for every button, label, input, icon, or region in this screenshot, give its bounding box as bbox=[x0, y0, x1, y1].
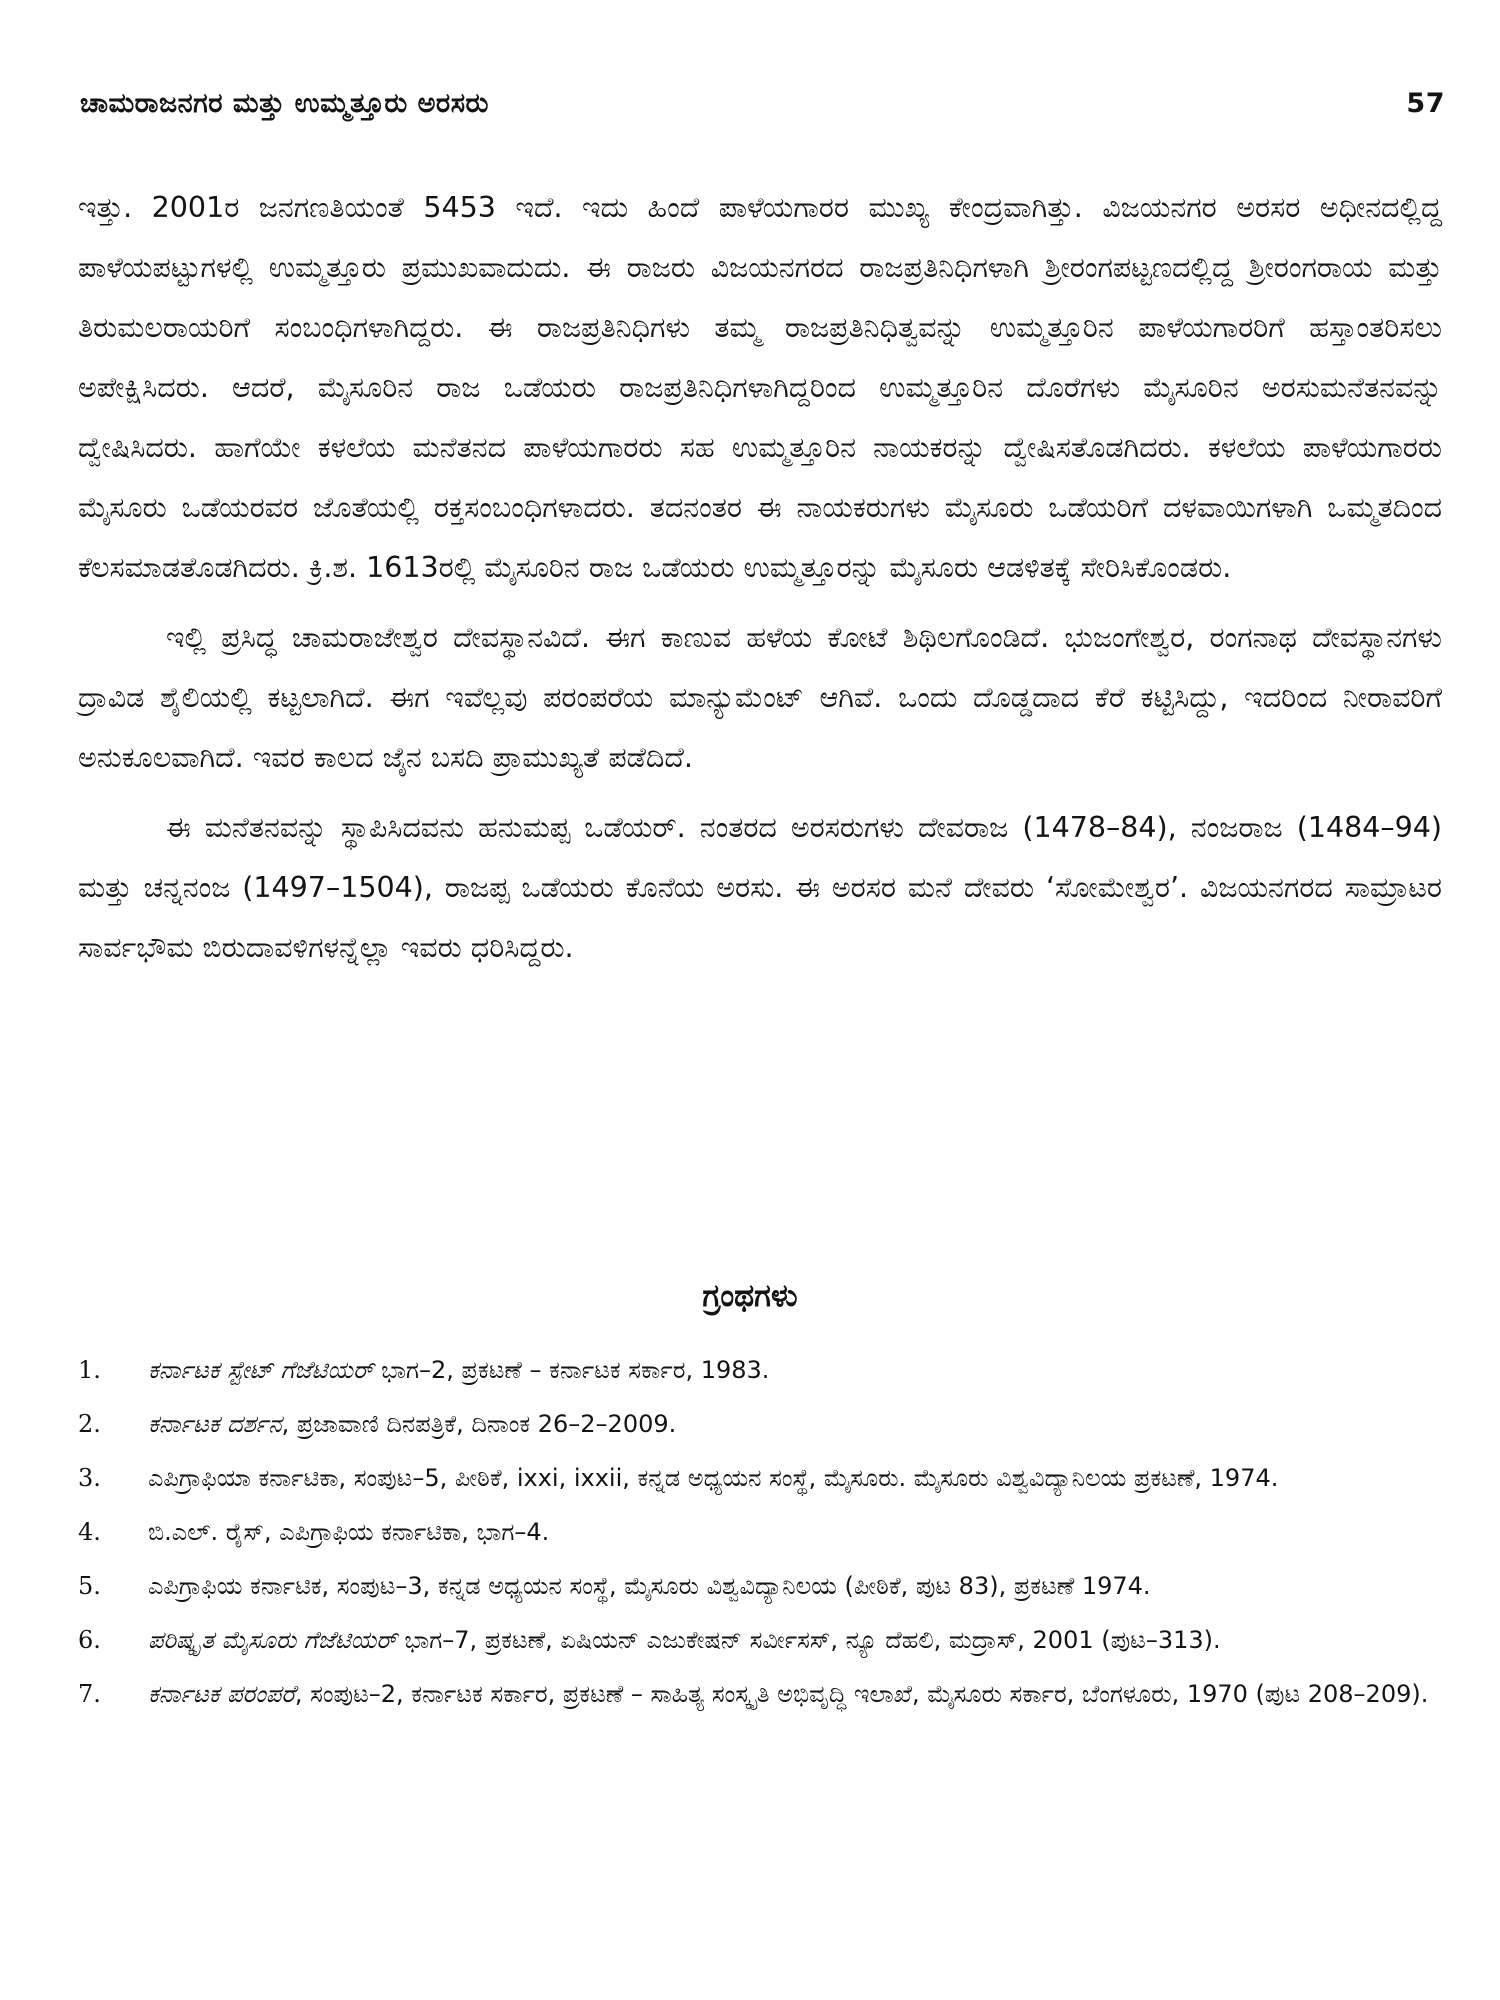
reference-text bbox=[148, 1564, 1442, 1608]
reference-number: 7. bbox=[78, 1680, 101, 1708]
reference-item bbox=[78, 1348, 1442, 1392]
reference-number: 4. bbox=[78, 1518, 101, 1546]
reference-item bbox=[78, 1402, 1442, 1446]
reference-title: ಕರ್ನಾಟಕ ದರ್ಶನ bbox=[148, 1410, 282, 1438]
reference-details: ಭಾಗ–2, ಪ್ರಕಟಣೆ – ಕರ್ನಾಟಕ ಸರ್ಕಾರ, 1983. bbox=[373, 1356, 770, 1384]
reference-number: 2. bbox=[78, 1410, 101, 1438]
reference-details: , ಸಂಪುಟ–2, ಕರ್ನಾಟಕ ಸರ್ಕಾರ, ಪ್ರಕಟಣೆ – ಸಾಹಿತ್ಯ ಸಂಸ್ಕೃತಿ ಅಭಿವೃದ್ಧಿ ಇಲಾಖೆ, ಮೈಸೂರು ಸರ್ಕಾರ, ಬೆಂಗಳೂರು, 1970 (ಪುಟ 208–209). bbox=[294, 1680, 1429, 1708]
reference-number: 5. bbox=[78, 1572, 101, 1600]
reference-title: ಕರ್ನಾಟಕ ಪರಂಪರೆ bbox=[148, 1680, 295, 1708]
reference-text bbox=[148, 1402, 1442, 1446]
reference-details: , ಪ್ರಜಾವಾಣಿ ದಿನಪತ್ರಿಕೆ, ದಿನಾಂಕ 26–2–2009. bbox=[281, 1410, 677, 1438]
paragraph-3: ಈ ಮನೆತನವನ್ನು ಸ್ಥಾಪಿಸಿದವನು ಹನುಮಪ್ಪ ಒಡೆಯರ್. ನಂತರದ ಅರಸರುಗಳು ದೇವರಾಜ (1478–84), ನಂಜರಾಜ (1484–94) ಮತ್ತು ಚನ್ನನಂಜ (1497–1504), ರಾಜಪ್ಪ ಒಡೆಯರು ಕೊನೆಯ ಅರಸು. ಈ ಅರಸರ ಮನೆ ದೇವರು ‘ಸೋಮೇಶ್ವರ’. ವಿಜಯನಗರದ ಸಾಮ್ರಾಟರ ಸಾರ್ವಭೌಮ ಬಿರುದಾವಳಿಗಳನ್ನೆಲ್ಲಾ ಇವರು ಧರಿಸಿದ್ದರು. bbox=[78, 811, 1442, 964]
reference-number: 3. bbox=[78, 1464, 101, 1492]
paragraph-1: ಇತ್ತು. 2001ರ ಜನಗಣತಿಯಂತೆ 5453 ಇದೆ. ಇದು ಹಿಂದೆ ಪಾಳೆಯಗಾರರ ಮುಖ್ಯ ಕೇಂದ್ರವಾಗಿತ್ತು. ವಿಜಯನಗರ ಅರಸರ ಅಧೀನದಲ್ಲಿದ್ದ ಪಾಳೆಯಪಟ್ಟುಗಳಲ್ಲಿ ಉಮ್ಮತ್ತೂರು ಪ್ರಮುಖವಾದುದು. ಈ ರಾಜರು ವಿಜಯನಗರದ ರಾಜಪ್ರತಿನಿಧಿಗಳಾಗಿ ಶ್ರೀರಂಗಪಟ್ಟಣದಲ್ಲಿದ್ದ ಶ್ರೀರಂಗರಾಯ ಮತ್ತು ತಿರುಮಲರಾಯರಿಗೆ ಸಂಬಂಧಿಗಳಾಗಿದ್ದರು. ಈ ರಾಜಪ್ರತಿನಿಧಿಗಳು ತಮ್ಮ ರಾಜಪ್ರತಿನಿಧಿತ್ವವನ್ನು ಉಮ್ಮತ್ತೂರಿನ ಪಾಳೆಯಗಾರರಿಗೆ ಹಸ್ತಾಂತರಿಸಲು ಅಪೇಕ್ಷಿಸಿದರು. ಆದರೆ, ಮೈಸೂರಿನ ರಾಜ ಒಡೆಯರು ರಾಜಪ್ರತಿನಿಧಿಗಳಾಗಿದ್ದರಿಂದ ಉಮ್ಮತ್ತೂರಿನ ದೊರೆಗಳು ಮೈಸೂರಿನ ಅರಸುಮನೆತನವನ್ನು ದ್ವೇಷಿಸಿದರು. ಹಾಗೆಯೇ ಕಳಲೆಯ ಮನೆತನದ ಪಾಳೆಯಗಾರರು ಸಹ ಉಮ್ಮತ್ತೂರಿನ ನಾಯಕರನ್ನು ದ್ವೇಷಿಸತೊಡಗಿದರು. ಕಳಲೆಯ ಪಾಳೆಯಗಾರರು ಮೈಸೂರು ಒಡೆಯರವರ ಜೊತೆಯಲ್ಲಿ ರಕ್ತಸಂಬಂಧಿಗಳಾದರು. ತದನಂತರ ಈ ನಾಯಕರುಗಳು ಮೈಸೂರು ಒಡೆಯರಿಗೆ ದಳವಾಯಿಗಳಾಗಿ ಒಮ್ಮತದಿಂದ ಕೆಲಸಮಾಡತೊಡಗಿದರು. ಕ್ರಿ.ಶ. 1613ರಲ್ಲಿ ಮೈಸೂರಿನ ರಾಜ ಒಡೆಯರು ಉಮ್ಮತ್ತೂರನ್ನು ಮೈಸೂರು ಆಡಳಿತಕ್ಕೆ ಸೇರಿಸಿಕೊಂಡರು. bbox=[78, 191, 1442, 584]
reference-item bbox=[78, 1672, 1442, 1716]
paragraph-2: ಇಲ್ಲಿ ಪ್ರಸಿದ್ಧ ಚಾಮರಾಜೇಶ್ವರ ದೇವಸ್ಥಾನವಿದೆ. ಈಗ ಕಾಣುವ ಹಳೆಯ ಕೋಟೆ ಶಿಥಿಲಗೊಂಡಿದೆ. ಭುಜಂಗೇಶ್ವರ, ರಂಗನಾಥ ದೇವಸ್ಥಾನಗಳು ದ್ರಾವಿಡ ಶೈಲಿಯಲ್ಲಿ ಕಟ್ಟಲಾಗಿದೆ. ಈಗ ಇವೆಲ್ಲವು ಪರಂಪರೆಯ ಮಾನ್ಯುಮೆಂಟ್ ಆಗಿವೆ. ಒಂದು ದೊಡ್ಡದಾದ ಕೆರೆ ಕಟ್ಟಿಸಿದ್ದು, ಇದರಿಂದ ನೀರಾವರಿಗೆ ಅನುಕೂಲವಾಗಿದೆ. ಇವರ ಕಾಲದ ಜೈನ ಬಸದಿ ಪ್ರಾಮುಖ್ಯತೆ ಪಡೆದಿದೆ. bbox=[78, 621, 1442, 774]
reference-item bbox=[78, 1510, 1442, 1554]
reference-text bbox=[148, 1672, 1442, 1716]
reference-details: ಬಿ.ಎಲ್. ರೈಸ್, ಎಪಿಗ್ರಾಫಿಯ ಕರ್ನಾಟಿಕಾ, ಭಾಗ–4. bbox=[148, 1518, 550, 1546]
reference-text bbox=[148, 1456, 1442, 1500]
page-number: 57 bbox=[1406, 88, 1445, 119]
reference-details: ಎಪಿಗ್ರಾಫಿಯಾ ಕರ್ನಾಟಿಕಾ, ಸಂಪುಟ–5, ಪೀಠಿಕೆ, ixxi, ixxii, ಕನ್ನಡ ಅಧ್ಯಯನ ಸಂಸ್ಥೆ, ಮೈಸೂರು. ಮೈಸೂರು ವಿಶ್ವವಿದ್ಯಾನಿಲಯ ಪ್ರಕಟಣೆ, 1974. bbox=[148, 1464, 1279, 1492]
reference-title: ಕರ್ನಾಟಕ ಸ್ಟೇಟ್ ಗೆಜೆಟಿಯರ್ bbox=[148, 1356, 374, 1384]
reference-title: ಪರಿಷ್ಕೃತ ಮೈಸೂರು ಗೆಜೆಟಿಯರ್ bbox=[148, 1626, 397, 1654]
reference-item bbox=[78, 1456, 1442, 1500]
running-header bbox=[80, 88, 1445, 120]
references-heading: ಗ್ರಂಥಗಳು bbox=[702, 1278, 798, 1314]
running-title: ಚಾಮರಾಜನಗರ ಮತ್ತು ಉಮ್ಮತ್ತೂರು ಅರಸರು bbox=[80, 88, 489, 119]
body-text bbox=[78, 178, 1442, 988]
reference-number: 6. bbox=[78, 1626, 101, 1654]
reference-text bbox=[148, 1348, 1442, 1392]
reference-details: ಎಪಿಗ್ರಾಫಿಯ ಕರ್ನಾಟಿಕ, ಸಂಪುಟ–3, ಕನ್ನಡ ಅಧ್ಯಯನ ಸಂಸ್ಥೆ, ಮೈಸೂರು ವಿಶ್ವವಿದ್ಯಾನಿಲಯ (ಪೀಠಿಕೆ, ಪುಟ 83), ಪ್ರಕಟಣೆ 1974. bbox=[148, 1572, 1151, 1600]
reference-details: ಭಾಗ–7, ಪ್ರಕಟಣೆ, ಏಷಿಯನ್ ಎಜುಕೇಷನ್ ಸರ್ವೀಸಸ್, ನ್ಯೂ ದೆಹಲಿ, ಮದ್ರಾಸ್, 2001 (ಪುಟ–313). bbox=[396, 1626, 1221, 1654]
reference-item bbox=[78, 1618, 1442, 1662]
reference-item bbox=[78, 1564, 1442, 1608]
reference-number: 1. bbox=[78, 1356, 101, 1384]
reference-text bbox=[148, 1618, 1442, 1662]
references-list bbox=[78, 1348, 1442, 1726]
reference-text bbox=[148, 1510, 1442, 1554]
